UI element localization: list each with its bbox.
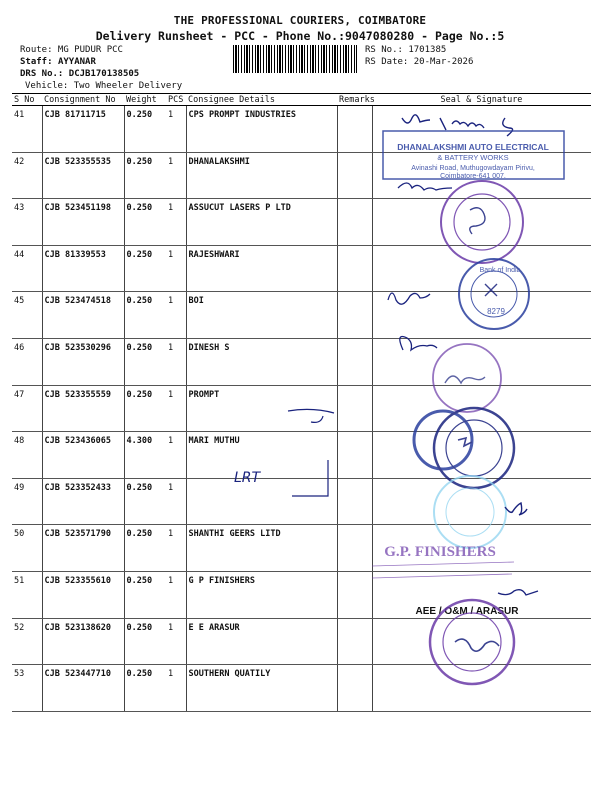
row-seal	[372, 152, 591, 199]
row-weight: 0.250	[124, 571, 166, 618]
row-remarks	[337, 199, 372, 246]
row-details: MARI MUTHU	[186, 432, 337, 479]
row-consignment: CJB 81339553	[42, 245, 124, 292]
row-remarks	[337, 152, 372, 199]
row-sno: 45	[12, 292, 42, 339]
row-consignment: CJB 523355559	[42, 385, 124, 432]
row-details: DHANALAKSHMI	[186, 152, 337, 199]
row-details: PROMPT	[186, 385, 337, 432]
row-pcs: 1	[166, 385, 186, 432]
boi-text: Bank of India	[479, 267, 521, 274]
row-details: SOUTHERN QUATILY	[186, 665, 337, 712]
row-weight: 0.250	[124, 199, 166, 246]
header-seal: Seal & Signature	[372, 94, 591, 106]
row-consignment: CJB 523474518	[42, 292, 124, 339]
row-weight: 0.250	[124, 152, 166, 199]
table-row	[12, 571, 591, 618]
row-remarks	[337, 665, 372, 712]
table-row	[12, 432, 591, 479]
row-details: BOI	[186, 292, 337, 339]
staff-value: AYYANAR	[57, 57, 96, 67]
row-remarks	[337, 478, 372, 525]
row-weight: 0.250	[124, 385, 166, 432]
table-row	[12, 665, 591, 712]
row-weight: 4.300	[124, 432, 166, 479]
row-consignment: CJB 523436065	[42, 432, 124, 479]
row-seal	[372, 571, 591, 618]
vehicle-label: Vehicle: Two Wheeler Delivery	[25, 81, 183, 91]
row-remarks	[337, 245, 372, 292]
table-row	[12, 245, 591, 292]
row-details: RAJESHWARI	[186, 245, 337, 292]
header-remarks: Remarks	[339, 94, 375, 105]
row-consignment: CJB 523355535	[42, 152, 124, 199]
row-pcs: 1	[166, 292, 186, 339]
row-weight: 0.250	[124, 478, 166, 525]
table-row	[12, 199, 591, 246]
row-consignment: CJB 523451198	[42, 199, 124, 246]
delivery-table	[12, 93, 591, 712]
row-sno: 48	[12, 432, 42, 479]
row-remarks	[337, 292, 372, 339]
row-remarks	[337, 525, 372, 572]
gp-finishers-text: G.P. FINISHERS	[384, 544, 496, 560]
row-sno: 50	[12, 525, 42, 572]
drs-value: DCJB170138505	[68, 69, 140, 79]
row-pcs: 1	[166, 338, 186, 385]
row-weight: 0.250	[124, 245, 166, 292]
runsheet-title: THE PROFESSIONAL COURIERS, COIMBATORE	[173, 14, 427, 27]
row-pcs: 1	[166, 571, 186, 618]
row-weight: 0.250	[124, 618, 166, 665]
row-details: CPS PROMPT INDUSTRIES	[186, 106, 337, 153]
row-details	[186, 478, 337, 525]
rs-date: RS Date: 20-Mar-2026	[365, 57, 474, 67]
row-weight: 0.250	[124, 665, 166, 712]
row-pcs: 1	[166, 618, 186, 665]
row-sno: 49	[12, 478, 42, 525]
row-pcs: 1	[166, 199, 186, 246]
row-sno: 42	[12, 152, 42, 199]
row-pcs: 1	[166, 525, 186, 572]
boi-number: 8279	[487, 307, 505, 316]
stamp-text-2: & BATTERY WORKS	[437, 153, 509, 162]
drs-label: DRS No.:	[20, 69, 64, 79]
row-seal	[372, 199, 591, 246]
row-seal	[372, 245, 591, 292]
row-weight: 0.250	[124, 338, 166, 385]
header-sno: S No	[12, 94, 42, 106]
row-pcs: 1	[166, 152, 186, 199]
row-sno: 52	[12, 618, 42, 665]
row-seal	[372, 525, 591, 572]
row-pcs: 1	[166, 432, 186, 479]
row-seal	[372, 665, 591, 712]
row-seal	[372, 338, 591, 385]
row-details: DINESH S	[186, 338, 337, 385]
table-row	[12, 478, 591, 525]
row-sno: 51	[12, 571, 42, 618]
row-remarks	[337, 432, 372, 479]
row-details: G P FINISHERS	[186, 571, 337, 618]
rs-number: RS No.: 1701385	[365, 45, 447, 55]
row-sno: 53	[12, 665, 42, 712]
row-seal	[372, 292, 591, 339]
staff-line	[20, 57, 96, 67]
drs-line	[20, 69, 139, 79]
route-label: Route: MG PUDUR PCC	[20, 45, 123, 55]
runsheet-subtitle: Delivery Runsheet - PCC - Phone No.:9047080280 - Page No.:5	[95, 29, 505, 43]
stamp-text-3: Avinashi Road, Muthugowdayam Pirivu,	[411, 165, 535, 172]
row-sno: 44	[12, 245, 42, 292]
row-seal	[372, 478, 591, 525]
header-details: Consignee Details	[186, 94, 337, 106]
stamp-text-4: Coimbatore-641 007.	[440, 173, 506, 180]
row-sno: 41	[12, 106, 42, 153]
table-row	[12, 152, 591, 199]
handwritten-lrt: LRT	[234, 470, 261, 486]
row-pcs: 1	[166, 665, 186, 712]
row-details: E E ARASUR	[186, 618, 337, 665]
stamp-text-1: DHANALAKSHMI AUTO ELECTRICAL	[397, 142, 549, 152]
row-pcs: 1	[166, 106, 186, 153]
row-remarks	[337, 106, 372, 153]
row-remarks	[337, 571, 372, 618]
row-consignment: CJB 523355610	[42, 571, 124, 618]
row-consignment: CJB 523352433	[42, 478, 124, 525]
row-sno: 47	[12, 385, 42, 432]
row-details: ASSUCUT LASERS P LTD	[186, 199, 337, 246]
row-pcs: 1	[166, 245, 186, 292]
header-weight: Weight	[124, 94, 166, 106]
row-details: SHANTHI GEERS LITD	[186, 525, 337, 572]
row-weight: 0.250	[124, 292, 166, 339]
row-weight: 0.250	[124, 106, 166, 153]
row-seal	[372, 106, 591, 153]
row-sno: 43	[12, 199, 42, 246]
table-row	[12, 525, 591, 572]
row-consignment: CJB 523447710	[42, 665, 124, 712]
table-row	[12, 338, 591, 385]
row-consignment: CJB 523571790	[42, 525, 124, 572]
row-weight: 0.250	[124, 525, 166, 572]
table-row	[12, 292, 591, 339]
arasur-stamp: AEE / O&M / ARASUR	[415, 606, 519, 617]
header-consignment: Consignment No	[42, 94, 124, 106]
row-pcs: 1	[166, 478, 186, 525]
barcode-image	[233, 45, 357, 73]
table-header-row	[12, 94, 591, 106]
row-consignment: CJB 81711715	[42, 106, 124, 153]
table-row	[12, 385, 591, 432]
staff-label: Staff:	[20, 57, 53, 67]
row-sno: 46	[12, 338, 42, 385]
row-seal	[372, 618, 591, 665]
row-consignment: CJB 523138620	[42, 618, 124, 665]
row-remarks	[337, 618, 372, 665]
table-row	[12, 106, 591, 153]
row-remarks	[337, 385, 372, 432]
table-row	[12, 618, 591, 665]
row-consignment: CJB 523530296	[42, 338, 124, 385]
row-seal	[372, 385, 591, 432]
header-pcs: PCS	[166, 94, 186, 106]
row-seal	[372, 432, 591, 479]
row-remarks	[337, 338, 372, 385]
